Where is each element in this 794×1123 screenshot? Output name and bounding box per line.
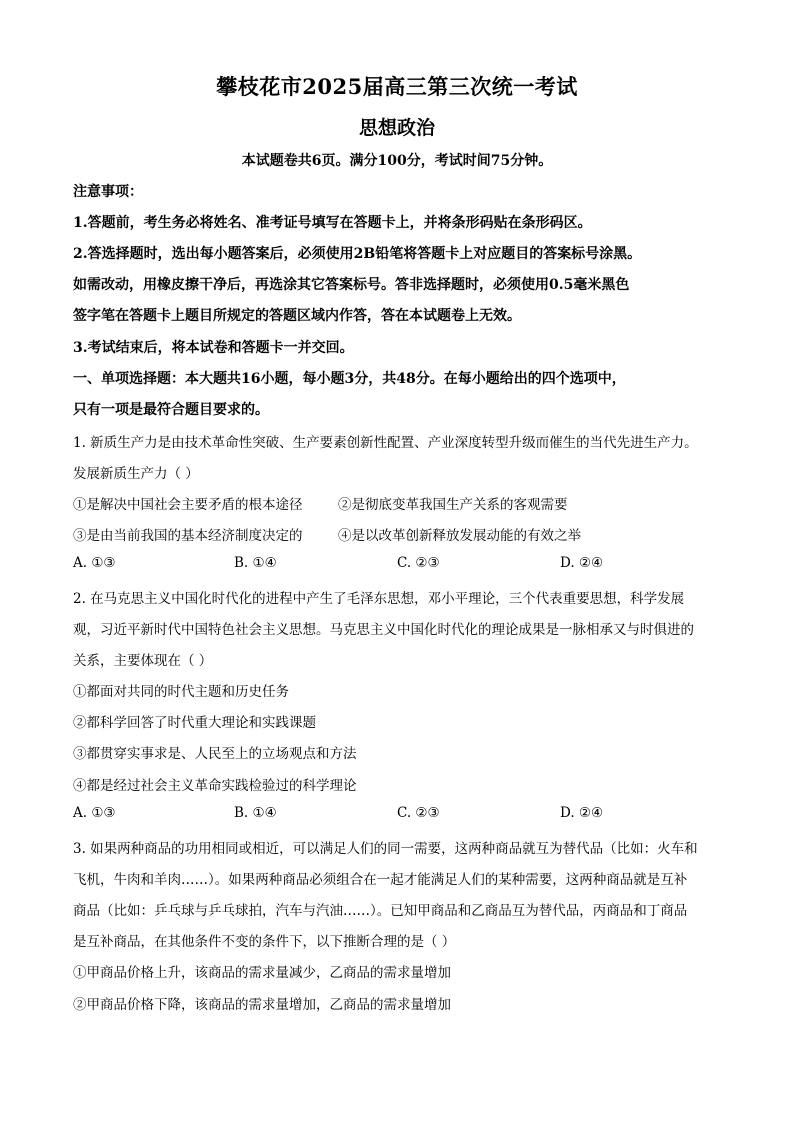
notes-heading: 注意事项： (73, 184, 143, 200)
q2-choice-b: B. ①④ (234, 805, 277, 821)
q1-item: ③是由当前我国的基本经济制度决定的 (73, 528, 303, 544)
q1-choice-b: B. ①④ (234, 555, 277, 571)
note-line: 2.答选择题时，选出每小题答案后，必须使用2B铅笔将答题卡上对应题目的答案标号涂黑。 (73, 246, 642, 262)
note-line: 如需改动，用橡皮擦干净后，再选涂其它答案标号。答非选择题时，必须使用0.5毫米黑色 (73, 277, 630, 293)
note-line: 3.考试结束后，将本试卷和答题卡一并交回。 (73, 340, 354, 356)
q2-stem: 观，习近平新时代中国特色社会主义思想。马克思主义中国化时代化的理论成果是一脉相承又与时俱进的 (73, 622, 694, 638)
q2-choice-a: A. ①③ (73, 805, 116, 821)
exam-info: 本试题卷共6页。满分100分，考试时间75分钟。 (241, 153, 553, 169)
q2-item: ③都贯穿实事求是、人民至上的立场观点和方法 (73, 746, 357, 762)
q1-choice-c: C. ②③ (397, 555, 440, 571)
q3-stem: 飞机，牛肉和羊肉……）。如果两种商品必须组合在一起才能满足人们的某种需要，这两种商品就是互补 (73, 872, 688, 888)
note-line: 1.答题前，考生务必将姓名、准考证号填写在答题卡上，并将条形码贴在条形码区。 (73, 215, 592, 231)
exam-title: 攀枝花市2025届高三第三次统一考试 (216, 74, 578, 99)
q2-item: ④都是经过社会主义革命实践检验过的科学理论 (73, 778, 357, 794)
q2-choice-d: D. ②④ (560, 805, 604, 821)
q2-choice-c: C. ②③ (397, 805, 440, 821)
q3-stem: 商品（比如：乒乓球与乒乓球拍，汽车与汽油……）。已知甲商品和乙商品互为替代品，丙商品和丁商品 (73, 903, 688, 919)
q3-item: ①甲商品价格上升，该商品的需求量减少，乙商品的需求量增加 (73, 965, 451, 981)
section-heading: 一、单项选择题：本大题共16小题，每小题3分，共48分。在每小题给出的四个选项中， (73, 371, 626, 387)
q2-item: ①都面对共同的时代主题和历史任务 (73, 684, 289, 700)
section-heading: 只有一项是最符合题目要求的。 (73, 402, 269, 418)
q2-item: ②都科学回答了时代重大理论和实践课题 (73, 715, 316, 731)
q3-stem: 是互补商品，在其他条件不变的条件下，以下推断合理的是（ ） (73, 934, 456, 950)
q2-stem: 2. 在马克思主义中国化时代化的进程中产生了毛泽东思想，邓小平理论，三个代表重要思想，科学发展 (73, 591, 685, 607)
q1-item: ②是彻底变革我国生产关系的客观需要 (338, 497, 568, 513)
q3-stem: 3. 如果两种商品的功用相同或相近，可以满足人们的同一需要，这两种商品就互为替代品（比如：火车和 (73, 841, 698, 857)
q3-item: ②甲商品价格下降，该商品的需求量增加，乙商品的需求量增加 (73, 997, 451, 1013)
q1-stem: 发展新质生产力（ ） (73, 466, 199, 482)
q1-choice-a: A. ①③ (73, 555, 116, 571)
q2-stem: 关系，主要体现在（ ） (73, 653, 213, 669)
subject-title: 思想政治 (358, 117, 435, 139)
q1-stem: 1. 新质生产力是由技术革命性突破、生产要素创新性配置、产业深度转型升级而催生的当代先进生产力。 (73, 435, 698, 451)
note-line: 签字笔在答题卡上题目所规定的答题区域内作答，答在本试题卷上无效。 (73, 308, 521, 324)
q1-choice-d: D. ②④ (560, 555, 604, 571)
q1-item: ①是解决中国社会主要矛盾的根本途径 (73, 497, 303, 513)
q1-item: ④是以改革创新释放发展动能的有效之举 (338, 528, 581, 544)
